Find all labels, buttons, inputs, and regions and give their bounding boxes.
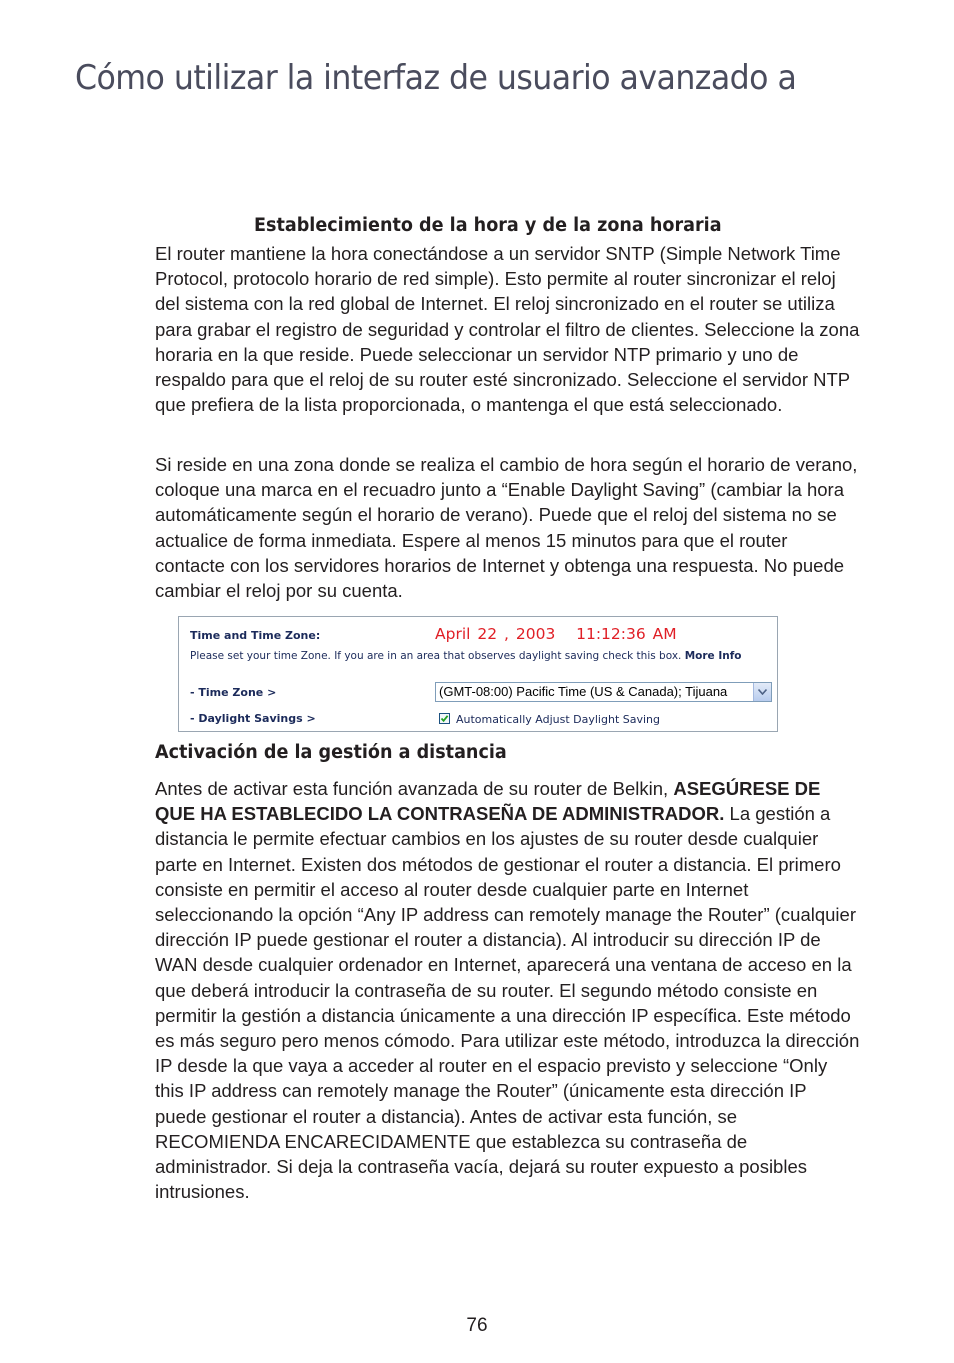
chevron-down-icon[interactable] — [753, 683, 771, 701]
remote-body-text: La gestión a distancia le permite efectuar cambios en los ajustes de su router desde cualquier parte en Internet. Existen dos métodos de gestionar el router a distancia. El primero consiste en permitir el acceso al router desde cualquier parte en Internet seleccionando la opción “Any IP address can remotely manage the Router” (cualquier dirección IP puede gestionar el router a distancia). Al introducir su dirección IP de WAN desde cualquier ordenador en Internet, aparecerá una ventana de acceso en la que deberá introducir la contraseña de su router. El segundo método consiste en permitir la gestión a distancia únicamente a una dirección IP específica. Este método es más seguro pero menos cómodo. Para utilizar este método, introduzca la dirección IP desde la que vaya a acceder al router en el espacio previsto y seleccione “Only this IP address can remotely manage the Router” (únicamente esta dirección IP puede gestionar el router a distancia). Antes de activar esta función, se RECOMIENDA ENCARECIDAMENTE que establezca su contraseña de administrador. Si deja la contraseña vacía, dejará su router expuesto a posibles intrusiones. — [155, 803, 860, 1203]
time-zone-screenshot — [178, 616, 778, 732]
time-zone-selected-value: (GMT-08:00) Pacific Time (US & Canada); Tijuana — [439, 684, 728, 699]
daylight-savings-row-label: - Daylight Savings > — [190, 712, 316, 725]
daylight-saving-checkbox-label: Automatically Adjust Daylight Saving — [456, 713, 660, 726]
time-zone-row-label: - Time Zone > — [190, 686, 277, 699]
section-heading-time-zone: Establecimiento de la hora y de la zona horaria — [254, 215, 722, 236]
checkmark-icon — [440, 714, 449, 723]
more-info-link[interactable]: More Info — [684, 650, 742, 662]
remote-warning-bold: ASEGÚRESE DE QUE HA ESTABLECIDO LA CONTRASEÑA DE ADMINISTRADOR. — [155, 778, 821, 825]
time-zone-select[interactable] — [435, 682, 772, 702]
remote-intro-text: Antes de activar esta función avanzada de su router de Belkin, — [155, 778, 674, 799]
time-zone-label: Time and Time Zone: — [190, 629, 321, 642]
daylight-saving-checkbox[interactable] — [439, 713, 450, 724]
current-time: 11:12:36 AM — [576, 625, 677, 643]
page-number: 76 — [466, 1315, 488, 1336]
current-datetime — [435, 625, 677, 643]
current-date: April 22 , 2003 — [435, 625, 556, 643]
page-title: Cómo utilizar la interfaz de usuario avanzado a — [75, 58, 797, 98]
time-zone-description — [190, 650, 775, 664]
paragraph-sntp: El router mantiene la hora conectándose a un servidor SNTP (Simple Network Time Protocol, protocolo horario de red simple). Esto permite al router sincronizar el reloj del sistema con la red global de Internet. El reloj sincronizado en el router se utiliza para grabar el registro de seguridad y controlar el filtro de clientes. Seleccione la zona horaria en la que reside. Puede seleccionar un servidor NTP primario y uno de respaldo para que el reloj de su router esté sincronizado. Seleccione el servidor NTP que prefiera de la lista proporcionada, o mantenga el que está seleccionado. — [155, 243, 860, 416]
paragraph-remote-management — [155, 776, 860, 1204]
paragraph-daylight-saving: Si reside en una zona donde se realiza el cambio de hora según el horario de verano, coloque una marca en el recuadro junto a “Enable Daylight Saving” (cambiar la hora automáticamente según el horario de verano). Puede que el reloj del sistema no se actualice de forma inmediata. Espere al menos 15 minutos para que el router contacte con los servidores horarios de Internet y obtenga una respuesta. No puede cambiar el reloj por su cuenta. — [155, 454, 858, 602]
description-text: Please set your time Zone. If you are in an area that observes daylight saving check this box. — [190, 650, 682, 662]
section-heading-remote-management: Activación de la gestión a distancia — [155, 742, 507, 763]
